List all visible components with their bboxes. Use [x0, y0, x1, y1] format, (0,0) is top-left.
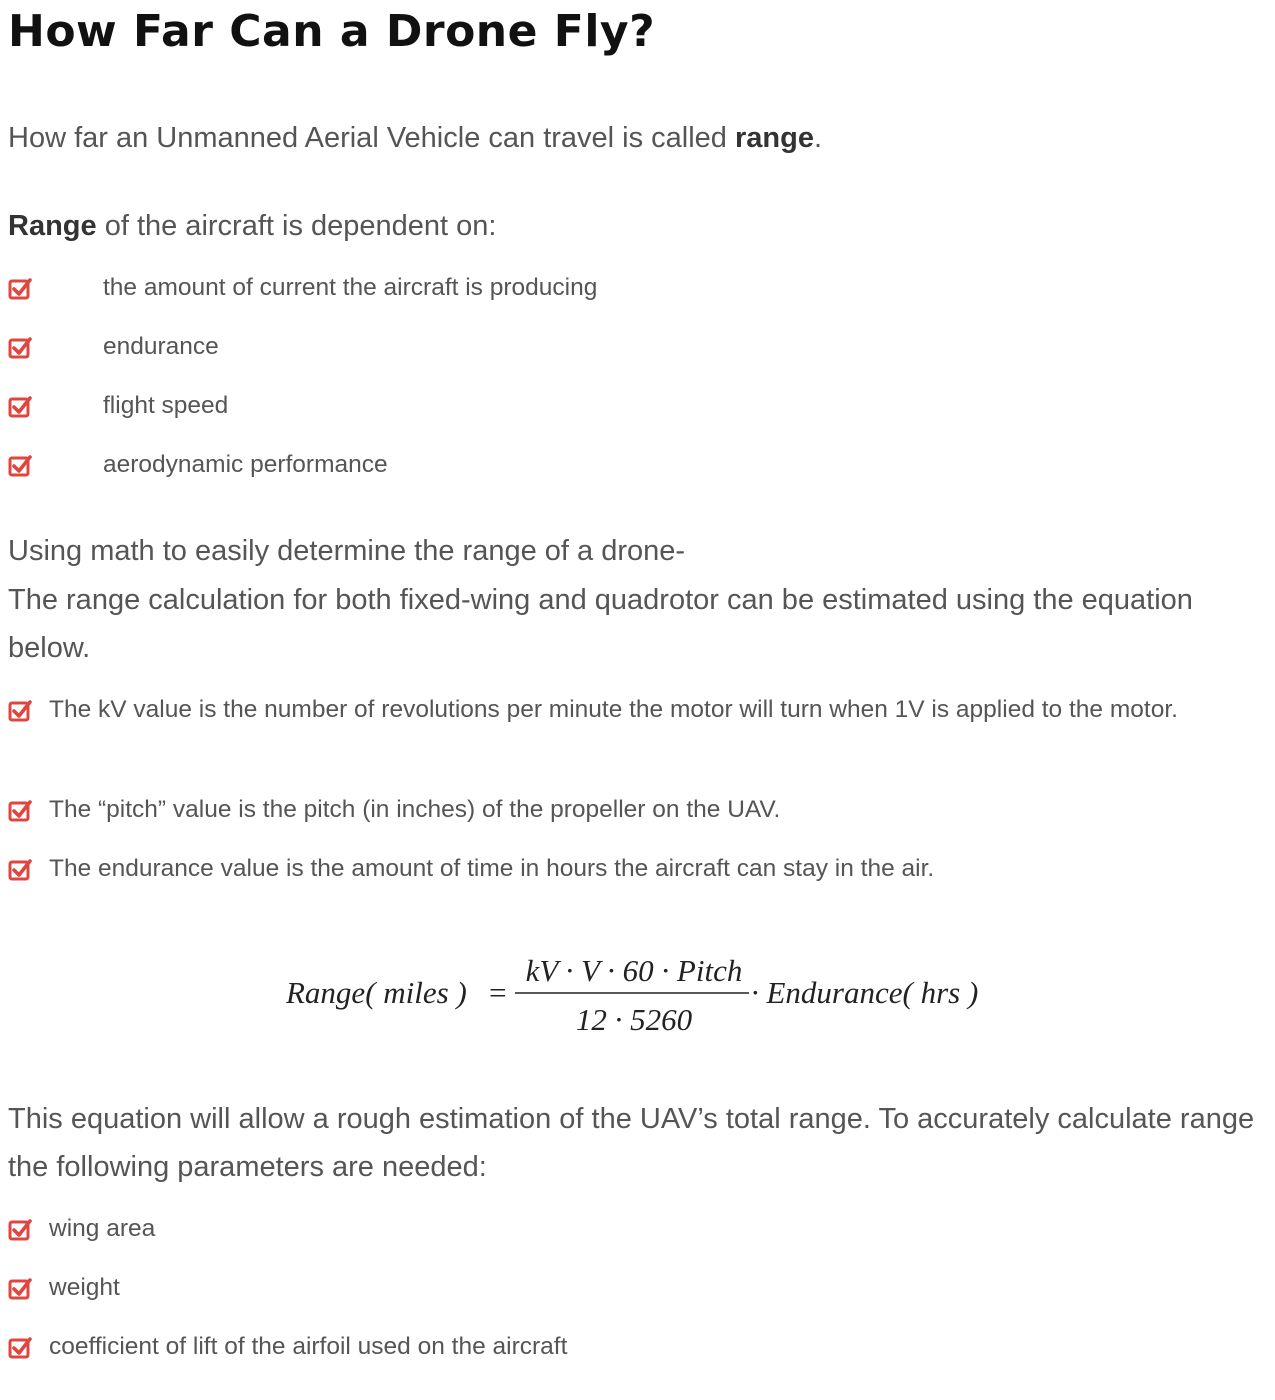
- list-item-text: aerodynamic performance: [103, 451, 388, 478]
- page-title: How Far Can a Drone Fly?: [8, 6, 656, 57]
- intro-suffix: .: [813, 122, 823, 154]
- intro-paragraph: [8, 114, 822, 162]
- conclusion-paragraph: This equation will allow a rough estimation of the UAV’s total range. To accurately calculate range the following parameters are needed:: [8, 1103, 1255, 1183]
- checkbox-checkmark-icon: [8, 336, 32, 360]
- checkbox-checkmark-icon: [8, 699, 32, 723]
- checkbox-checkmark-icon: [8, 395, 32, 419]
- equation-lhs: Range( miles ): [286, 975, 467, 1010]
- dependency-paragraph: [8, 202, 496, 250]
- list-item-text: the amount of current the aircraft is producing: [103, 274, 598, 301]
- list-item-text: wing area: [49, 1215, 156, 1242]
- equation-rhs: · Endurance( hrs ): [751, 975, 979, 1010]
- checkbox-checkmark-icon: [8, 799, 32, 823]
- list-item-text: endurance: [103, 333, 219, 360]
- intro-term: range: [735, 122, 814, 154]
- math-heading: Using math to easily determine the range of a drone-: [8, 535, 686, 567]
- checkbox-checkmark-icon: [8, 454, 32, 478]
- range-equation: [286, 945, 1006, 1045]
- list-item-text: flight speed: [103, 392, 229, 419]
- equation-equals: =: [489, 975, 507, 1010]
- checkbox-checkmark-icon: [8, 1336, 32, 1360]
- checkbox-checkmark-icon: [8, 858, 32, 882]
- equation-denominator: 12 · 5260: [575, 1002, 693, 1037]
- checkbox-checkmark-icon: [8, 277, 32, 301]
- list-item-text: weight: [49, 1274, 120, 1301]
- dependency-term: Range: [8, 210, 97, 242]
- list-item-text: The “pitch” value is the pitch (in inches) of the propeller on the UAV.: [49, 796, 781, 823]
- intro-prefix: How far an Unmanned Aerial Vehicle can travel is called: [8, 122, 735, 154]
- list-item-text: The endurance value is the amount of time in hours the aircraft can stay in the air.: [49, 855, 935, 882]
- equation-numerator: kV · V · 60 · Pitch: [525, 953, 743, 988]
- checkbox-checkmark-icon: [8, 1277, 32, 1301]
- math-intro: The range calculation for both fixed-wing and quadrotor can be estimated using the equation below.: [8, 584, 1193, 664]
- list-item-text: The kV value is the number of revolutions per minute the motor will turn when 1V is applied to the motor.: [49, 696, 1178, 723]
- checkbox-checkmark-icon: [8, 1218, 32, 1242]
- list-item-text: coefficient of lift of the airfoil used on the aircraft: [49, 1333, 568, 1360]
- dependency-suffix: of the aircraft is dependent on:: [96, 210, 497, 242]
